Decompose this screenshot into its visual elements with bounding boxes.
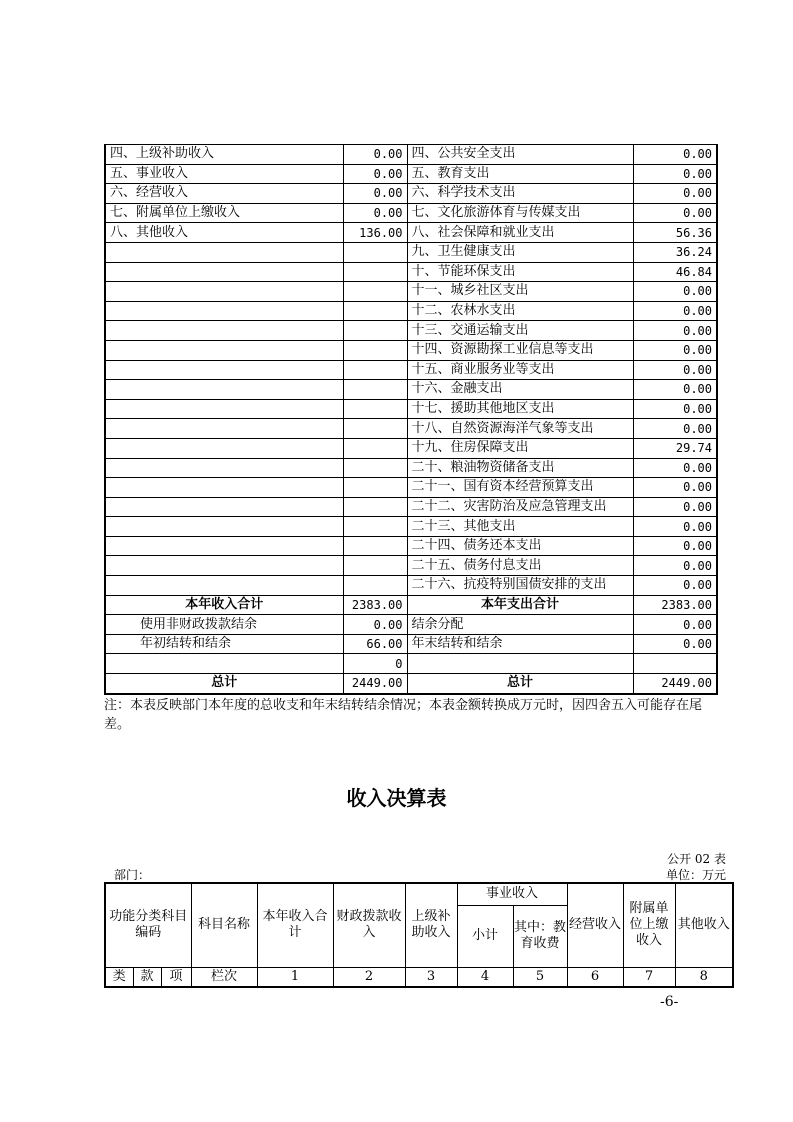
- income-table-title: 收入决算表: [346, 786, 447, 810]
- header-total: 本年收入合计: [257, 883, 333, 967]
- expense-item-value: 0.00: [633, 458, 717, 478]
- begin-carry-value: 66.00: [343, 634, 407, 654]
- expense-item-value: 0.00: [633, 556, 717, 576]
- summary-table: [104, 144, 718, 695]
- end-carry-value: 0.00: [633, 634, 717, 654]
- income-item-value: 0.00: [343, 164, 407, 184]
- col-lanci: 栏次: [191, 967, 257, 987]
- income-item-label: [105, 301, 343, 321]
- grand-total-right: 2449.00: [633, 674, 717, 694]
- header-name: 科目名称: [191, 883, 257, 967]
- expense-item-label: 十九、住房保障支出: [407, 438, 633, 458]
- expense-item-label: 五、教育支出: [407, 164, 633, 184]
- income-item-label: [105, 399, 343, 419]
- extra-value: 0: [343, 654, 407, 674]
- table-row: [105, 203, 717, 223]
- expense-item-value: 0.00: [633, 419, 717, 439]
- table-row: [105, 478, 717, 498]
- table-row: [105, 282, 717, 302]
- extra-row: [105, 654, 717, 674]
- col-lei: 类: [105, 967, 133, 987]
- table-row: [105, 576, 717, 596]
- expense-item-value: 0.00: [633, 145, 717, 165]
- table-row: [105, 145, 717, 165]
- expense-item-value: 46.84: [633, 262, 717, 282]
- expense-item-value: 0.00: [633, 399, 717, 419]
- table-row: [105, 223, 717, 243]
- income-item-label: 四、上级补助收入: [105, 145, 343, 165]
- expense-item-label: 十一、城乡社区支出: [407, 282, 633, 302]
- expense-item-label: 二十六、抗疫特别国债安排的支出: [407, 576, 633, 596]
- grand-total-left: 2449.00: [343, 674, 407, 694]
- table-row: [105, 438, 717, 458]
- header-affiliated: 附属单位上缴收入: [623, 883, 675, 967]
- grand-total-label-left: 总计: [105, 674, 343, 694]
- table-row: [105, 242, 717, 262]
- expense-item-label: 十六、金融支出: [407, 380, 633, 400]
- income-item-value: [343, 301, 407, 321]
- expense-item-label: 六、科学技术支出: [407, 184, 633, 204]
- expense-item-value: 0.00: [633, 380, 717, 400]
- income-total-row: [105, 595, 717, 615]
- grand-total-row: [105, 674, 717, 694]
- income-item-value: 0.00: [343, 184, 407, 204]
- col-8: 8: [675, 967, 733, 987]
- table-row: [105, 321, 717, 341]
- income-item-value: [343, 340, 407, 360]
- table-note: 注：本表反映部门本年度的总收支和年末结转结余情况；本表金额转换成万元时，因四舍五入可能存在尾差。: [104, 698, 703, 732]
- department-label: 部门：: [114, 868, 151, 882]
- income-item-label: [105, 360, 343, 380]
- col-4: 4: [457, 967, 513, 987]
- col-2: 2: [333, 967, 405, 987]
- page-number: -6-: [660, 994, 679, 1010]
- expense-item-value: 0.00: [633, 203, 717, 223]
- income-item-label: [105, 380, 343, 400]
- income-item-value: 136.00: [343, 223, 407, 243]
- expense-item-value: 0.00: [633, 478, 717, 498]
- col-kuan: 款: [133, 967, 161, 987]
- expense-item-value: 0.00: [633, 164, 717, 184]
- begin-carry-label: 年初结转和结余: [105, 634, 343, 654]
- expense-item-value: 0.00: [633, 340, 717, 360]
- end-carry-label: 年末结转和结余: [407, 634, 633, 654]
- income-item-value: [343, 321, 407, 341]
- income-item-value: [343, 282, 407, 302]
- income-item-value: [343, 478, 407, 498]
- income-item-label: [105, 321, 343, 341]
- expense-item-label: 十七、援助其他地区支出: [407, 399, 633, 419]
- expense-item-value: 0.00: [633, 576, 717, 596]
- table-row: [105, 556, 717, 576]
- income-item-label: [105, 517, 343, 537]
- table-row: [105, 458, 717, 478]
- expense-total-value: 2383.00: [633, 595, 717, 615]
- expense-item-label: 二十三、其他支出: [407, 517, 633, 537]
- income-item-label: 八、其他收入: [105, 223, 343, 243]
- income-item-label: [105, 576, 343, 596]
- expense-item-label: 九、卫生健康支出: [407, 242, 633, 262]
- expense-item-label: 二十五、债务付息支出: [407, 556, 633, 576]
- carry-row: [105, 634, 717, 654]
- expense-item-value: 36.24: [633, 242, 717, 262]
- surplus-dist-value: 0.00: [633, 615, 717, 635]
- income-item-label: [105, 556, 343, 576]
- expense-item-value: 0.00: [633, 184, 717, 204]
- expense-item-label: 十三、交通运输支出: [407, 321, 633, 341]
- nonfiscal-label: 使用非财政拨款结余: [105, 615, 343, 635]
- table-row: [105, 399, 717, 419]
- col-6: 6: [567, 967, 623, 987]
- income-item-value: [343, 419, 407, 439]
- income-item-label: [105, 458, 343, 478]
- income-item-label: [105, 282, 343, 302]
- header-fiscal: 财政拨款收入: [333, 883, 405, 967]
- header-business: 事业收入: [457, 883, 567, 905]
- expense-item-label: 十、节能环保支出: [407, 262, 633, 282]
- header-subtotal: 小计: [457, 905, 513, 967]
- expense-item-label: 八、社会保障和就业支出: [407, 223, 633, 243]
- expense-item-label: 七、文化旅游体育与传媒支出: [407, 203, 633, 223]
- income-table: [104, 882, 734, 988]
- nonfiscal-row: [105, 615, 717, 635]
- income-item-label: [105, 242, 343, 262]
- income-item-value: [343, 458, 407, 478]
- table-row: [105, 340, 717, 360]
- expense-item-label: 二十四、债务还本支出: [407, 536, 633, 556]
- expense-item-label: 二十一、国有资本经营预算支出: [407, 478, 633, 498]
- income-item-label: [105, 419, 343, 439]
- header-operating: 经营收入: [567, 883, 623, 967]
- expense-item-label: 二十二、灾害防治及应急管理支出: [407, 497, 633, 517]
- expense-item-label: 十八、自然资源海洋气象等支出: [407, 419, 633, 439]
- income-total-value: 2383.00: [343, 595, 407, 615]
- col-xiang: 项: [161, 967, 191, 987]
- table-row: [105, 517, 717, 537]
- income-item-value: [343, 497, 407, 517]
- unit-label: 单位：万元: [665, 868, 726, 882]
- expense-item-value: 0.00: [633, 497, 717, 517]
- expense-item-value: 29.74: [633, 438, 717, 458]
- table-row: [105, 301, 717, 321]
- income-item-label: 七、附属单位上缴收入: [105, 203, 343, 223]
- table-row: [105, 380, 717, 400]
- income-item-label: [105, 438, 343, 458]
- table-row: [105, 360, 717, 380]
- col-1: 1: [257, 967, 333, 987]
- col-5: 5: [513, 967, 567, 987]
- income-total-label: 本年收入合计: [105, 595, 343, 615]
- income-item-label: [105, 478, 343, 498]
- expense-item-value: 0.00: [633, 321, 717, 341]
- expense-item-value: 0.00: [633, 301, 717, 321]
- col-3: 3: [405, 967, 457, 987]
- income-item-value: [343, 262, 407, 282]
- expense-item-value: 56.36: [633, 223, 717, 243]
- header-func-code: 功能分类科目编码: [105, 883, 191, 967]
- table-row: [105, 184, 717, 204]
- income-item-value: [343, 242, 407, 262]
- expense-item-value: 0.00: [633, 360, 717, 380]
- income-item-label: 六、经营收入: [105, 184, 343, 204]
- income-item-value: 0.00: [343, 145, 407, 165]
- income-item-label: [105, 340, 343, 360]
- table-row: [105, 419, 717, 439]
- surplus-dist-label: 结余分配: [407, 615, 633, 635]
- expense-item-value: 0.00: [633, 282, 717, 302]
- income-item-value: [343, 517, 407, 537]
- income-item-value: [343, 360, 407, 380]
- table-row: [105, 536, 717, 556]
- income-item-value: [343, 380, 407, 400]
- income-item-value: [343, 399, 407, 419]
- form-number: 公开 02 表: [667, 852, 726, 866]
- header-subsidy: 上级补助收入: [405, 883, 457, 967]
- income-item-value: [343, 536, 407, 556]
- income-item-value: [343, 556, 407, 576]
- header-edu-fee: 其中：教育收费: [513, 905, 567, 967]
- expense-item-label: 四、公共安全支出: [407, 145, 633, 165]
- expense-item-label: 十二、农林水支出: [407, 301, 633, 321]
- expense-item-value: 0.00: [633, 536, 717, 556]
- table-row: [105, 497, 717, 517]
- income-item-value: [343, 576, 407, 596]
- expense-total-label: 本年支出合计: [407, 595, 633, 615]
- expense-item-label: 十五、商业服务业等支出: [407, 360, 633, 380]
- income-item-label: [105, 536, 343, 556]
- col-7: 7: [623, 967, 675, 987]
- expense-item-value: 0.00: [633, 517, 717, 537]
- nonfiscal-value: 0.00: [343, 615, 407, 635]
- income-item-label: 五、事业收入: [105, 164, 343, 184]
- table-row: [105, 262, 717, 282]
- income-item-value: 0.00: [343, 203, 407, 223]
- header-other: 其他收入: [675, 883, 733, 967]
- expense-item-label: 二十、粮油物资储备支出: [407, 458, 633, 478]
- income-item-label: [105, 262, 343, 282]
- income-item-label: [105, 497, 343, 517]
- grand-total-label-right: 总计: [407, 674, 633, 694]
- expense-item-label: 十四、资源勘探工业信息等支出: [407, 340, 633, 360]
- table-row: [105, 164, 717, 184]
- income-item-value: [343, 438, 407, 458]
